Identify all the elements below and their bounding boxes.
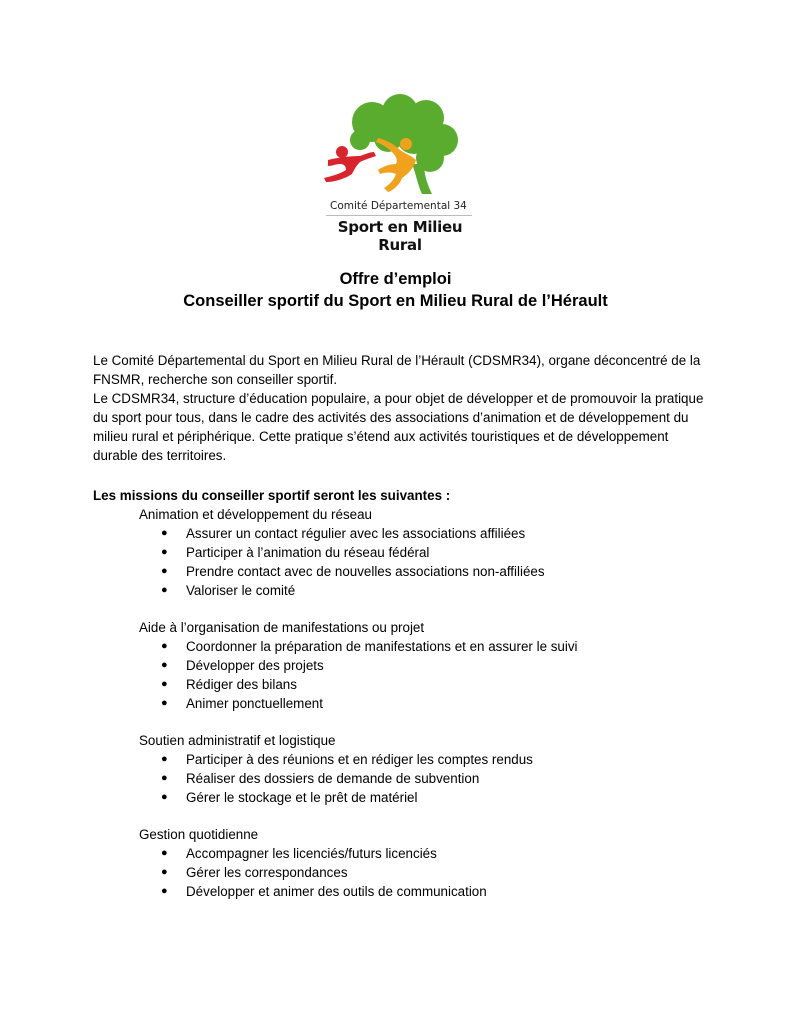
- section-heading: Animation et développement du réseau: [139, 507, 373, 522]
- bullet-list: [139, 750, 533, 807]
- section-gestion: [139, 825, 487, 901]
- list-item: ● Développer et animer des outils de communication: [161, 884, 487, 899]
- list-item: ● Coordonner la préparation de manifestations et en assurer le suivi: [161, 639, 578, 654]
- bullet-icon: ●: [161, 565, 168, 577]
- bullet-icon: ●: [161, 791, 168, 803]
- bullet-icon: ●: [161, 640, 168, 652]
- list-item: ● Prendre contact avec de nouvelles associations non-affiliées: [161, 564, 545, 579]
- bullet-list: [139, 524, 545, 600]
- bullet-icon: ●: [161, 527, 168, 539]
- list-item: ● Gérer les correspondances: [161, 865, 348, 880]
- missions-heading: Les missions du conseiller sportif seront les suivantes :: [93, 488, 451, 503]
- bullet-icon: ●: [161, 753, 168, 765]
- section-organisation: [139, 618, 578, 713]
- list-item: ● Valoriser le comité: [161, 583, 296, 598]
- section-animation: [139, 505, 545, 600]
- bullet-icon: ●: [161, 697, 168, 709]
- bullet-icon: ●: [161, 546, 168, 558]
- title-line2: Conseiller sportif du Sport en Milieu Rural de l’Hérault: [183, 292, 608, 310]
- logo-org-line2: Sport en Milieu Rural: [337, 218, 463, 254]
- list-item: ● Animer ponctuellement: [161, 696, 323, 711]
- list-item: ● Développer des projets: [161, 658, 324, 673]
- bullet-list: [139, 637, 578, 713]
- intro-paragraph-1: Le Comité Départemental du Sport en Milieu Rural de l’Hérault (CDSMR34), organe déconcentré de la FNSMR, recherche son conseiller sportif.: [93, 353, 701, 387]
- bullet-icon: ●: [161, 885, 168, 897]
- bullet-icon: ●: [161, 659, 168, 671]
- bullet-icon: ●: [161, 584, 168, 596]
- intro-text: [93, 351, 713, 465]
- logo-divider: [326, 215, 472, 216]
- section-heading: Soutien administratif et logistique: [139, 733, 336, 748]
- list-item: ● Réaliser des dossiers de demande de subvention: [161, 771, 480, 786]
- cdsmr34-logo: [320, 94, 480, 254]
- title-line1: Offre d’emploi: [339, 270, 452, 288]
- logo-org-line1: Comité Départemental 34: [330, 200, 467, 212]
- bullet-icon: ●: [161, 772, 168, 784]
- bullet-icon: ●: [161, 866, 168, 878]
- section-soutien: [139, 731, 533, 807]
- section-heading: Aide à l’organisation de manifestations ou projet: [139, 620, 425, 635]
- section-heading: Gestion quotidienne: [139, 827, 259, 842]
- list-item: ● Assurer un contact régulier avec les associations affiliées: [161, 526, 526, 541]
- bullet-list: [139, 844, 487, 901]
- list-item: ● Gérer le stockage et le prêt de matériel: [161, 790, 418, 805]
- list-item: ● Participer à l’animation du réseau fédéral: [161, 545, 430, 560]
- bullet-icon: ●: [161, 678, 168, 690]
- list-item: ● Participer à des réunions et en rédiger les comptes rendus: [161, 752, 533, 767]
- page-title: [0, 268, 791, 312]
- logo-emblem-icon: [320, 94, 480, 198]
- list-item: ● Rédiger des bilans: [161, 677, 297, 692]
- intro-paragraph-2: Le CDSMR34, structure d’éducation populaire, a pour objet de développer et de promouvoir la pratique du sport pour tous, dans le cadre des activités des associations d’animation et de développement du milieu rural et périphérique. Cette pratique s’étend aux activités touristiques et de développement durable des territoires.: [93, 391, 704, 463]
- bullet-icon: ●: [161, 847, 168, 859]
- list-item: ● Accompagner les licenciés/futurs licenciés: [161, 846, 437, 861]
